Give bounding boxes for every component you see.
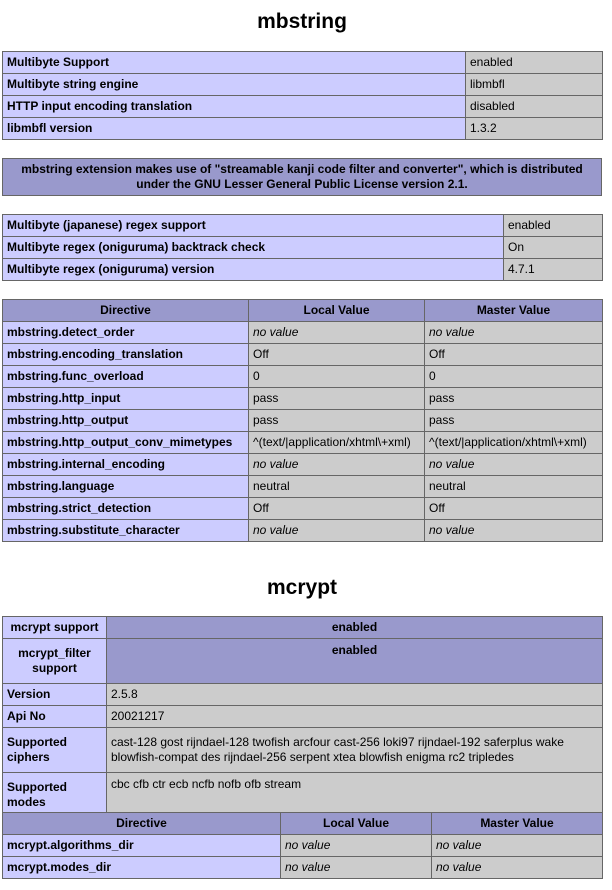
row-value: On	[504, 237, 603, 259]
table-row	[3, 388, 603, 410]
table-row	[3, 118, 603, 140]
local-value: neutral	[249, 476, 425, 498]
table-row	[3, 259, 603, 281]
table-row	[3, 322, 603, 344]
table-header-row	[3, 813, 603, 835]
row-label: Multibyte regex (oniguruma) version	[3, 259, 504, 281]
table-row	[3, 454, 603, 476]
directive-name: mbstring.http_input	[3, 388, 249, 410]
row-value: 2.5.8	[107, 684, 603, 706]
mbstring-info-table	[2, 51, 603, 140]
row-label: Multibyte regex (oniguruma) backtrack check	[3, 237, 504, 259]
master-value: no value	[425, 520, 603, 542]
row-label: libmbfl version	[3, 118, 466, 140]
directive-name: mbstring.language	[3, 476, 249, 498]
local-value: Off	[249, 344, 425, 366]
master-value: pass	[425, 410, 603, 432]
row-value: cast-128 gost rijndael-128 twofish arcfour cast-256 loki97 rijndael-192 saferplus wake blowfish-compat des rijndael-256 serpent xtea blowfish enigma rc2 tripledes	[107, 728, 603, 773]
column-header-master-value: Master Value	[432, 813, 603, 835]
local-value: no value	[281, 835, 432, 857]
mcrypt-filter-support-label: mcrypt_filter support	[3, 639, 107, 684]
directive-name: mbstring.detect_order	[3, 322, 249, 344]
row-label: Supported ciphers	[3, 728, 107, 773]
table-row	[3, 96, 603, 118]
column-header-master-value: Master Value	[425, 300, 603, 322]
table-header-row	[3, 300, 603, 322]
table-row	[3, 773, 603, 818]
row-value: 4.7.1	[504, 259, 603, 281]
row-label: Supported modes	[3, 773, 107, 818]
mbstring-directives-table	[2, 299, 603, 542]
directive-name: mbstring.encoding_translation	[3, 344, 249, 366]
directive-name: mbstring.substitute_character	[3, 520, 249, 542]
table-row	[3, 344, 603, 366]
column-header-local-value: Local Value	[281, 813, 432, 835]
directive-name: mbstring.internal_encoding	[3, 454, 249, 476]
column-header-directive: Directive	[3, 300, 249, 322]
row-label: HTTP input encoding translation	[3, 96, 466, 118]
table-row	[3, 52, 603, 74]
table-header-row	[3, 639, 603, 684]
local-value: no value	[249, 520, 425, 542]
master-value: no value	[425, 454, 603, 476]
mbstring-regex-table	[2, 214, 603, 281]
master-value: neutral	[425, 476, 603, 498]
table-row	[3, 728, 603, 773]
table-row	[3, 159, 602, 196]
table-header-row	[3, 617, 603, 639]
master-value: Off	[425, 498, 603, 520]
row-value: cbc cfb ctr ecb ncfb nofb ofb stream	[107, 773, 603, 818]
local-value: 0	[249, 366, 425, 388]
table-row	[3, 432, 603, 454]
directive-name: mbstring.func_overload	[3, 366, 249, 388]
master-value: pass	[425, 388, 603, 410]
row-value: 1.3.2	[466, 118, 603, 140]
directive-name: mbstring.strict_detection	[3, 498, 249, 520]
local-value: pass	[249, 410, 425, 432]
directive-name: mbstring.http_output_conv_mimetypes	[3, 432, 249, 454]
master-value: ^(text/|application/xhtml\+xml)	[425, 432, 603, 454]
mbstring-license-notice	[2, 158, 602, 196]
master-value: no value	[432, 835, 603, 857]
row-value: disabled	[466, 96, 603, 118]
table-row	[3, 835, 603, 857]
mcrypt-support-label: mcrypt support	[3, 617, 107, 639]
directive-name: mbstring.http_output	[3, 410, 249, 432]
row-value: 20021217	[107, 706, 603, 728]
mcrypt-filter-support-value: enabled	[107, 639, 603, 684]
row-label: Version	[3, 684, 107, 706]
local-value: no value	[249, 454, 425, 476]
master-value: 0	[425, 366, 603, 388]
row-label: Multibyte string engine	[3, 74, 466, 96]
directive-name: mcrypt.algorithms_dir	[3, 835, 281, 857]
table-row	[3, 74, 603, 96]
master-value: no value	[432, 857, 603, 879]
license-notice-text: mbstring extension makes use of "streamable kanji code filter and converter", which is distributed under the GNU Lesser General Public License version 2.1.	[3, 159, 602, 196]
section-title-mcrypt: mcrypt	[266, 576, 338, 599]
local-value: no value	[249, 322, 425, 344]
mcrypt-info-table	[2, 616, 603, 818]
table-row	[3, 215, 603, 237]
column-header-local-value: Local Value	[249, 300, 425, 322]
table-row	[3, 476, 603, 498]
row-value: libmbfl	[466, 74, 603, 96]
master-value: no value	[425, 322, 603, 344]
mcrypt-directives-table	[2, 812, 603, 879]
table-row	[3, 706, 603, 728]
local-value: pass	[249, 388, 425, 410]
table-row	[3, 410, 603, 432]
row-value: enabled	[466, 52, 603, 74]
table-row	[3, 857, 603, 879]
section-title-mbstring: mbstring	[257, 10, 347, 33]
row-label: Multibyte Support	[3, 52, 466, 74]
table-row	[3, 366, 603, 388]
mcrypt-support-value: enabled	[107, 617, 603, 639]
local-value: ^(text/|application/xhtml\+xml)	[249, 432, 425, 454]
table-row	[3, 498, 603, 520]
directive-name: mcrypt.modes_dir	[3, 857, 281, 879]
table-row	[3, 684, 603, 706]
column-header-directive: Directive	[3, 813, 281, 835]
master-value: Off	[425, 344, 603, 366]
row-label: Api No	[3, 706, 107, 728]
row-value: enabled	[504, 215, 603, 237]
local-value: Off	[249, 498, 425, 520]
table-row	[3, 520, 603, 542]
row-label: Multibyte (japanese) regex support	[3, 215, 504, 237]
local-value: no value	[281, 857, 432, 879]
table-row	[3, 237, 603, 259]
